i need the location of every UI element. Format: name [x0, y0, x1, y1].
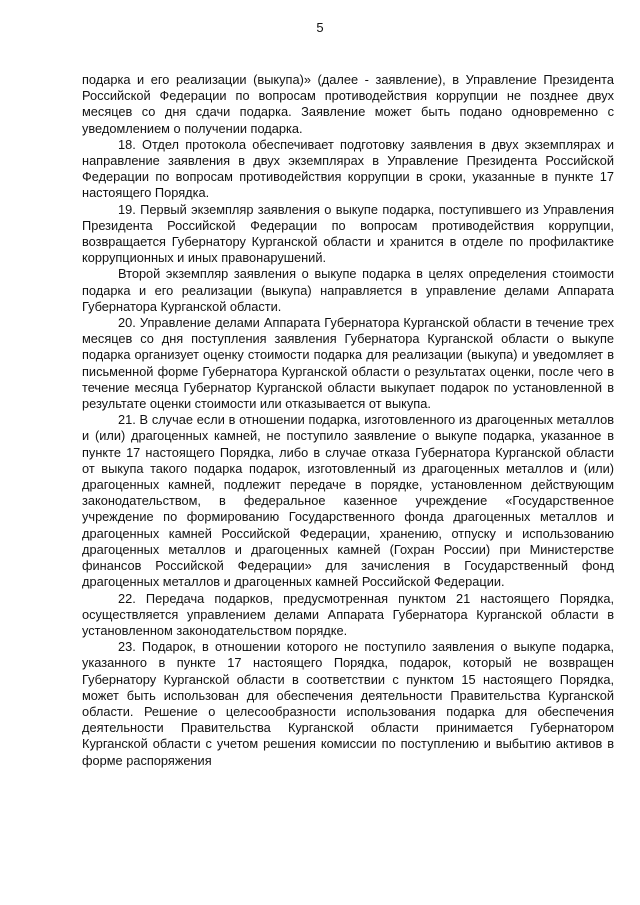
paragraph-21: 21. В случае если в отношении подарка, изготовленного из драгоценных металлов и (или) драгоценных камней, не поступило заявление о выкупе подарка, указанное в пункте 17 настоящего Порядка, либо в случае отказа Губернатора Курганской области от выкупа такого подарка подарок, изготовленный из драгоценных металлов и (или) драгоценных камней, подлежит передаче в порядке, установленном действующим законодательством, в федеральное казенное учреждение «Государственное учреждение по формированию Государственного фонда драгоценных металлов и драгоценных камней Российской Федерации, хранению, отпуску и использованию драгоценных металлов и драгоценных камней (Гохран России) при Министерстве финансов Российской Федерации» для зачисления в Государственный фонд драгоценных металлов и драгоценных камней Российской Федерации.: [82, 412, 614, 590]
paragraph-continuation: подарка и его реализации (выкупа)» (далее - заявление), в Управление Президента Российской Федерации по вопросам противодействия коррупции не позднее двух месяцев со дня сдачи подарка. Заявление может быть подано одновременно с уведомлением о получении подарка.: [82, 72, 614, 136]
paragraph-20: 20. Управление делами Аппарата Губернатора Курганской области в течение трех месяцев со дня поступления заявления Губернатора Курганской области о выкупе подарка организует оценку стоимости подарка для реализации (выкупа) и уведомляет в письменной форме Губернатора Курганской области о результатах оценки, после чего в течение месяца Губернатор Курганской области выкупает подарок по установленной в результате оценки стоимости или отказывается от выкупа.: [82, 315, 614, 412]
paragraph-23: 23. Подарок, в отношении которого не поступило заявления о выкупе подарка, указанного в пункте 17 настоящего Порядка, подарок, который не возвращен Губернатору Курганской области в соответствии с пунктом 15 настоящего Порядка, может быть использован для обеспечения деятельности Правительства Курганской области. Решение о целесообразности использования подарка для обеспечения деятельности Правительства Курганской области принимается Губернатором Курганской области с учетом решения комиссии по поступлению и выбытию активов в форме распоряжения: [82, 639, 614, 768]
paragraph-18: 18. Отдел протокола обеспечивает подготовку заявления в двух экземплярах и направление заявления в двух экземплярах в Управление Президента Российской Федерации по вопросам противодействия коррупции в сроки, указанные в пункте 17 настоящего Порядка.: [82, 136, 614, 201]
document-body: [82, 72, 614, 769]
page-number: 5: [316, 20, 324, 35]
paragraph-22: 22. Передача подарков, предусмотренная пунктом 21 настоящего Порядка, осуществляется управлением делами Аппарата Губернатора Курганской области в установленном законодательством порядке.: [82, 590, 614, 638]
paragraph-19-second: Второй экземпляр заявления о выкупе подарка в целях определения стоимости подарка и его реализации (выкупа) направляется в управление делами Аппарата Губернатора Курганской области.: [82, 266, 614, 314]
paragraph-19: 19. Первый экземпляр заявления о выкупе подарка, поступившего из Управления Президента Российской Федерации по вопросам противодействия коррупции, возвращается Губернатору Курганской области и хранится в отделе по профилактике коррупционных и иных правонарушений.: [82, 201, 614, 266]
